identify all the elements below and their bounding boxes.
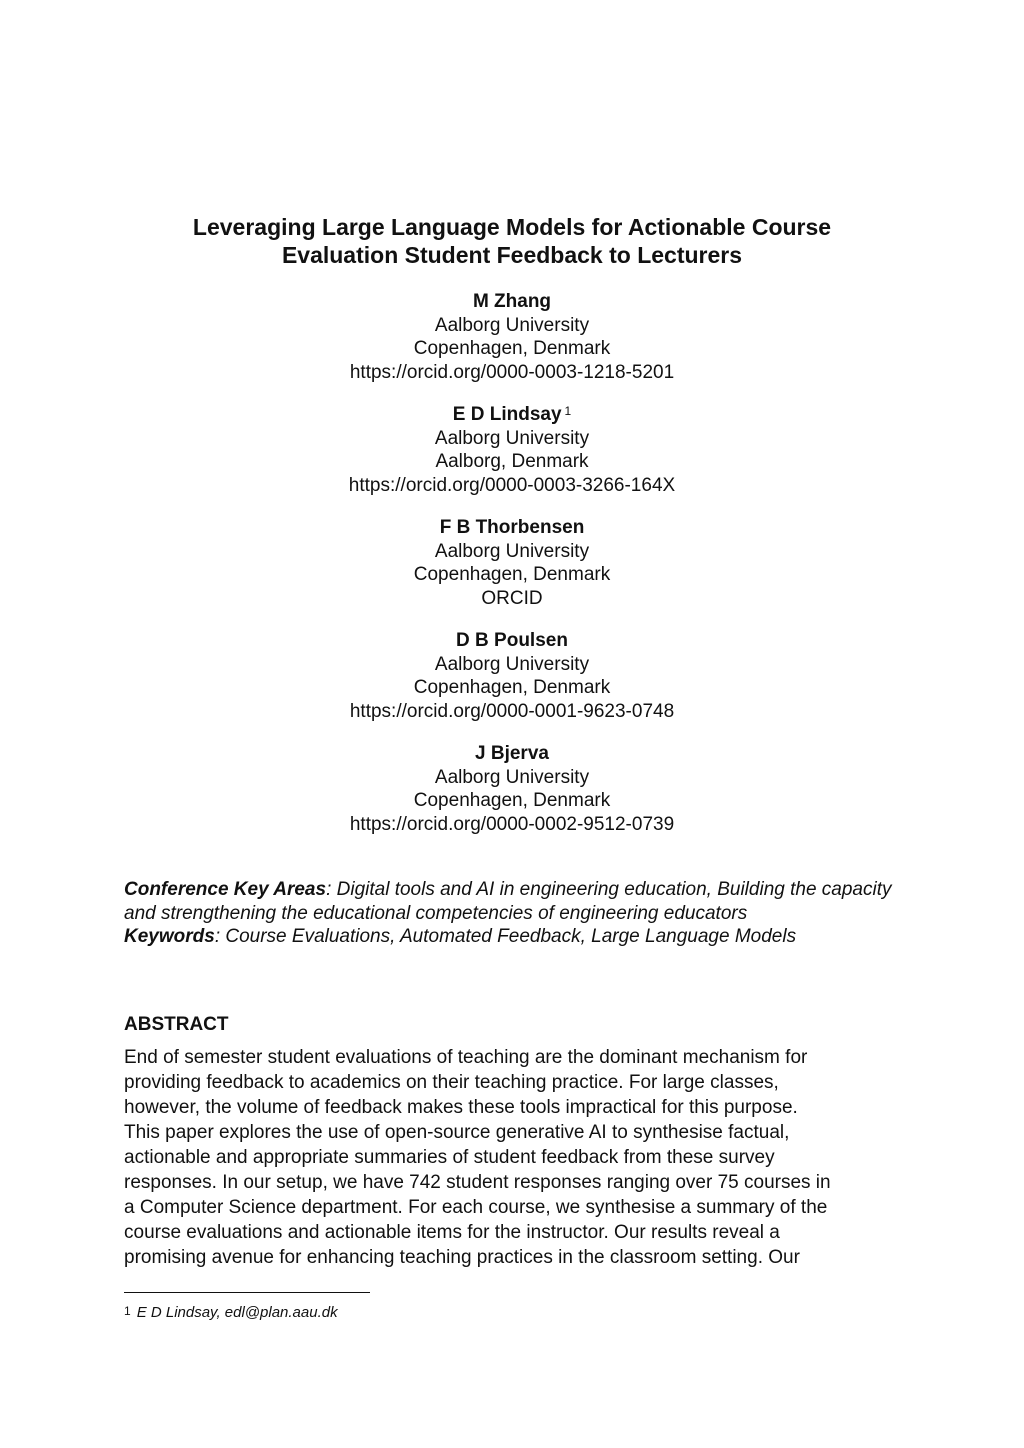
author-institution: Aalborg University [434,766,590,788]
author-name: D B Poulsen [456,630,568,651]
author-orcid: https://orcid.org/0000-0003-1218-5201 [349,361,675,383]
abstract-heading: ABSTRACT [124,1014,229,1035]
author-location: Copenhagen, Denmark [413,790,611,811]
abstract-line: actionable and appropriate summaries of student feedback from these survey [124,1147,775,1168]
author-location: Copenhagen, Denmark [413,677,611,698]
author-location: Copenhagen, Denmark [413,564,611,585]
author-institution: Aalborg University [434,427,590,449]
title-line-1: Leveraging Large Language Models for Actionable Course [192,214,832,240]
abstract-body [124,1045,914,1270]
author-name: J Bjerva [475,743,549,764]
key-areas-label: Conference Key Areas [124,879,327,900]
author-name: E D Lindsay $^1$ [452,404,572,425]
author-orcid: https://orcid.org/0000-0002-9512-0739 [349,813,675,835]
abstract-line: responses. In our setup, we have 742 student responses ranging over 75 courses in [124,1172,831,1193]
key-areas-section [124,878,914,949]
author-block [200,742,824,836]
abstract-line: This paper explores the use of open-source generative AI to synthesise factual, [124,1122,790,1143]
author-orcid: ORCID [481,587,543,609]
footnote-mark: 1 [124,1304,131,1318]
paper-title [100,213,924,269]
keywords-label: Keywords [124,926,215,947]
conference-key-areas [124,878,914,925]
key-areas-text: : Digital tools and AI in engineering education, Building the capacity and strengthening the educational competencies of engineering educators [124,879,892,924]
abstract-line: however, the volume of feedback makes these tools impractical for this purpose. [124,1097,798,1118]
keywords [124,925,914,949]
footnote-text: E D Lindsay, edl@plan.aau.dk [136,1304,338,1321]
author-list [200,290,824,855]
abstract-line: a Computer Science department. For each course, we synthesise a summary of the [124,1197,828,1218]
author-institution: Aalborg University [434,540,590,562]
author-location: Copenhagen, Denmark [413,338,611,359]
abstract-line: course evaluations and actionable items for the instructor. Our results reveal a [124,1222,780,1243]
author-institution: Aalborg University [434,653,590,675]
keywords-text: : Course Evaluations, Automated Feedback, Large Language Models [214,926,797,947]
author-name: M Zhang [472,291,552,312]
author-block [200,629,824,723]
author-orcid: https://orcid.org/0000-0003-3266-164X [348,474,676,496]
footnote [124,1303,338,1323]
title-line-2: Evaluation Student Feedback to Lecturers [281,242,743,268]
author-orcid: https://orcid.org/0000-0001-9623-0748 [349,700,675,722]
author-block [200,290,824,384]
abstract-line: providing feedback to academics on their teaching practice. For large classes, [124,1072,779,1093]
author-block [200,403,824,497]
author-name: F B Thorbensen [439,517,585,538]
author-block [200,516,824,610]
footnote-marker: 1 [564,404,572,418]
abstract-line: End of semester student evaluations of teaching are the dominant mechanism for [124,1047,808,1068]
footnote-divider [124,1292,370,1293]
author-institution: Aalborg University [434,314,590,336]
author-location: Aalborg, Denmark [435,451,589,472]
abstract-line: promising avenue for enhancing teaching practices in the classroom setting. Our [124,1247,800,1268]
